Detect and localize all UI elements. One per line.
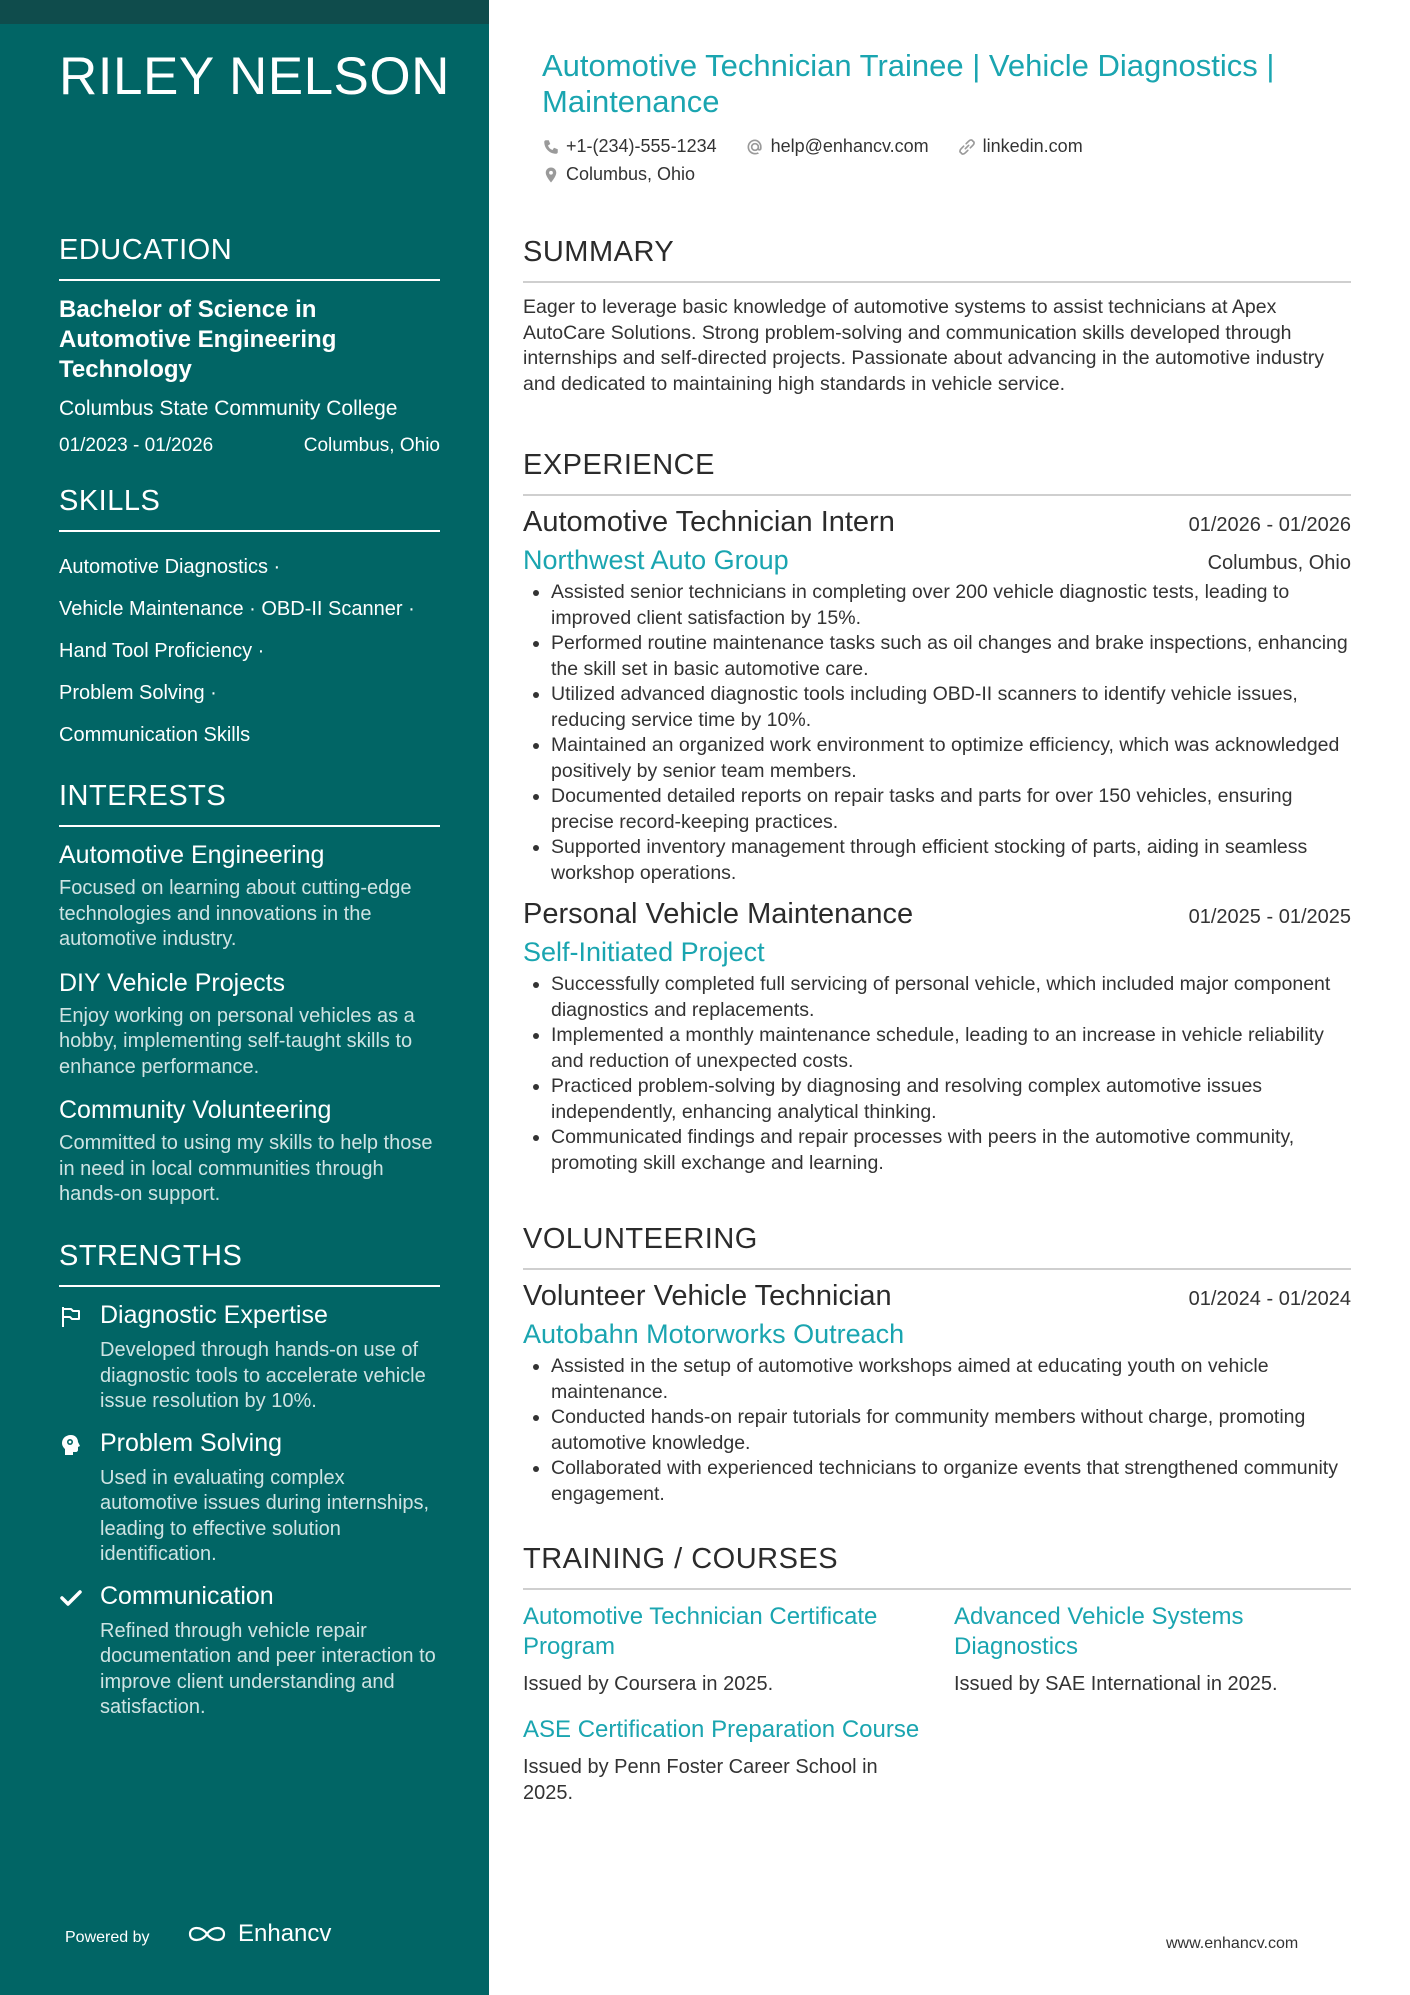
interest-desc: Committed to using my skills to help those in need in local communities through hands-on support. bbox=[59, 1132, 433, 1205]
strength-desc: Refined through vehicle repair documentation and peer interaction to improve client understanding and satisfaction. bbox=[100, 1619, 436, 1718]
bullet: • Maintained an organized work environment to optimize efficiency, which was acknowledged positively by senior team members. bbox=[551, 733, 1351, 784]
course-issuer: Issued by Penn Foster Career School in 2025. bbox=[523, 1756, 878, 1804]
skill-line: Hand Tool Proficiency · bbox=[59, 640, 265, 662]
interest-title: DIY Vehicle Projects bbox=[59, 968, 286, 997]
summary-section bbox=[523, 236, 1351, 397]
education-location: Columbus, Ohio bbox=[303, 435, 440, 456]
job-dates: 01/2025 - 01/2025 bbox=[1188, 906, 1351, 928]
brain-head-icon bbox=[59, 1433, 83, 1457]
strength-item bbox=[59, 1582, 440, 1721]
course-title: ASE Certification Preparation Course bbox=[523, 1716, 920, 1743]
volunteer-dates: 01/2024 - 01/2024 bbox=[1188, 1288, 1351, 1310]
contact-phone[interactable]: +1-(234)-555-1234 bbox=[566, 136, 717, 156]
enhancv-logo[interactable] bbox=[184, 1920, 331, 1948]
skill-line: Vehicle Maintenance · OBD-II Scanner · bbox=[59, 598, 415, 620]
interests-heading: INTERESTS bbox=[59, 780, 440, 827]
brand-name: Enhancv bbox=[238, 1920, 332, 1947]
strength-desc: Used in evaluating complex automotive issues during internships, leading to effective solution identification. bbox=[100, 1466, 430, 1565]
volunteering-item bbox=[523, 1280, 1351, 1507]
headline: Automotive Technician Trainee | Vehicle Diagnostics | Maintenance bbox=[542, 48, 1275, 119]
bullet: • Successfully completed full servicing of personal vehicle, which included major component diagnostics and replacements. bbox=[551, 972, 1351, 1023]
experience-item bbox=[523, 506, 1351, 886]
job-org: Northwest Auto Group bbox=[523, 545, 789, 575]
strengths-section bbox=[59, 1240, 440, 1735]
strength-title: Diagnostic Expertise bbox=[100, 1301, 328, 1329]
job-bullets bbox=[523, 580, 1351, 886]
location-pin-icon bbox=[542, 165, 560, 185]
training-section bbox=[523, 1543, 1351, 1804]
experience-heading: EXPERIENCE bbox=[523, 449, 1351, 496]
course-title: Advanced Vehicle Systems Diagnostics bbox=[954, 1603, 1244, 1660]
job-org: Self-Initiated Project bbox=[523, 937, 765, 967]
infinity-logo-icon bbox=[184, 1922, 230, 1946]
strength-title: Communication bbox=[100, 1581, 274, 1610]
course-issuer: Issued by Coursera in 2025. bbox=[523, 1673, 774, 1695]
strength-item bbox=[59, 1429, 440, 1568]
job-dates: 01/2026 - 01/2026 bbox=[1188, 514, 1351, 536]
flag-icon bbox=[59, 1305, 83, 1329]
education-school: Columbus State Community College bbox=[59, 397, 398, 420]
volunteer-title: Volunteer Vehicle Technician bbox=[523, 1280, 892, 1312]
bullet: • Collaborated with experienced technicians to organize events that strengthened community engagement. bbox=[551, 1456, 1351, 1507]
contact-linkedin[interactable]: linkedin.com bbox=[982, 136, 1083, 156]
bullet: • Performed routine maintenance tasks such as oil changes and brake inspections, enhancing the skill set in basic automotive care. bbox=[551, 631, 1351, 682]
bullet: • Assisted in the setup of automotive workshops aimed at educating youth on vehicle maintenance. bbox=[551, 1354, 1351, 1405]
powered-by-label: Powered by bbox=[65, 1929, 150, 1946]
check-icon bbox=[59, 1586, 83, 1610]
bullet: • Assisted senior technicians in completing over 200 vehicle diagnostic tests, leading to improved client satisfaction by 15%. bbox=[551, 580, 1351, 631]
course-title: Automotive Technician Certificate Program bbox=[523, 1603, 878, 1660]
bullet: • Documented detailed reports on repair tasks and parts for over 150 vehicles, ensuring precise record-keeping practices. bbox=[551, 784, 1351, 835]
course-issuer: Issued by SAE International in 2025. bbox=[954, 1673, 1278, 1695]
strength-title: Problem Solving bbox=[100, 1428, 283, 1457]
summary-heading: SUMMARY bbox=[523, 236, 1351, 283]
interest-desc: Focused on learning about cutting-edge technologies and innovations in the automotive industry. bbox=[59, 877, 412, 950]
skill-line: Automotive Diagnostics · bbox=[59, 556, 281, 578]
at-sign-icon bbox=[745, 137, 765, 157]
link-icon bbox=[957, 137, 977, 157]
interests-section bbox=[59, 780, 440, 1224]
skills-heading: SKILLS bbox=[59, 485, 440, 532]
course-item bbox=[954, 1602, 1354, 1698]
job-title: Automotive Technician Intern bbox=[523, 506, 895, 538]
experience-item bbox=[523, 898, 1351, 1176]
job-title: Personal Vehicle Maintenance bbox=[523, 898, 914, 930]
interest-title: Automotive Engineering bbox=[59, 841, 325, 869]
interest-title: Community Volunteering bbox=[59, 1096, 332, 1124]
course-item bbox=[523, 1715, 923, 1806]
job-location: Columbus, Ohio bbox=[1207, 552, 1351, 574]
contact-row bbox=[542, 136, 1083, 157]
summary-text: Eager to leverage basic knowledge of automotive systems to assist technicians at Apex AutoCare Solutions. Strong problem-solving and communication skills developed through internships and self-directed projects. Passionate about advancing in the automotive industry and dedicated to maintaining high standards in vehicle service. bbox=[523, 296, 1325, 395]
sidebar bbox=[0, 0, 489, 1995]
skills-section bbox=[59, 485, 440, 756]
strength-desc: Developed through hands-on use of diagnostic tools to accelerate vehicle issue resolution by 10%. bbox=[100, 1339, 426, 1412]
skill-line: Problem Solving · bbox=[59, 682, 217, 704]
education-heading: EDUCATION bbox=[59, 234, 440, 281]
bullet: • Practiced problem-solving by diagnosing and resolving complex automotive issues independently, enhancing analytical thinking. bbox=[551, 1074, 1351, 1125]
education-dates: 01/2023 - 01/2026 bbox=[59, 435, 214, 456]
contact-location-row bbox=[542, 164, 695, 185]
bullet: • Conducted hands-on repair tutorials for community members without charge, promoting automotive knowledge. bbox=[551, 1405, 1351, 1456]
volunteer-org: Autobahn Motorworks Outreach bbox=[523, 1319, 905, 1349]
website-link[interactable]: www.enhancv.com bbox=[1166, 1935, 1299, 1952]
bullet: • Supported inventory management through efficient stocking of parts, aiding in seamless workshop operations. bbox=[551, 835, 1351, 886]
sidebar-top-bar bbox=[0, 0, 489, 24]
volunteer-bullets bbox=[523, 1354, 1351, 1507]
strengths-heading: STRENGTHS bbox=[59, 1240, 440, 1287]
candidate-name: RILEY NELSON bbox=[59, 47, 450, 106]
contact-location: Columbus, Ohio bbox=[566, 164, 696, 184]
job-bullets bbox=[523, 972, 1351, 1176]
education-degree: Bachelor of Science in Automotive Engineering Technology bbox=[59, 296, 337, 383]
skill-line: Communication Skills bbox=[59, 724, 251, 746]
volunteering-section bbox=[523, 1223, 1351, 1507]
education-section bbox=[59, 234, 440, 457]
interest-desc: Enjoy working on personal vehicles as a hobby, implementing self-taught skills to enhance performance. bbox=[59, 1004, 415, 1078]
phone-icon bbox=[542, 138, 560, 156]
strength-item bbox=[59, 1301, 440, 1415]
bullet: • Communicated findings and repair processes with peers in the automotive community, promoting skill exchange and learning. bbox=[551, 1125, 1351, 1176]
experience-section bbox=[523, 449, 1351, 1176]
contact-email[interactable]: help@enhancv.com bbox=[770, 136, 929, 156]
volunteering-heading: VOLUNTEERING bbox=[523, 1223, 1351, 1270]
training-heading: TRAINING / COURSES bbox=[523, 1543, 1351, 1590]
course-item bbox=[523, 1602, 923, 1698]
bullet: • Implemented a monthly maintenance schedule, leading to an increase in vehicle reliability and reduction of unexpected costs. bbox=[551, 1023, 1351, 1074]
bullet: • Utilized advanced diagnostic tools including OBD-II scanners to identify vehicle issues, reducing service time by 10%. bbox=[551, 682, 1351, 733]
